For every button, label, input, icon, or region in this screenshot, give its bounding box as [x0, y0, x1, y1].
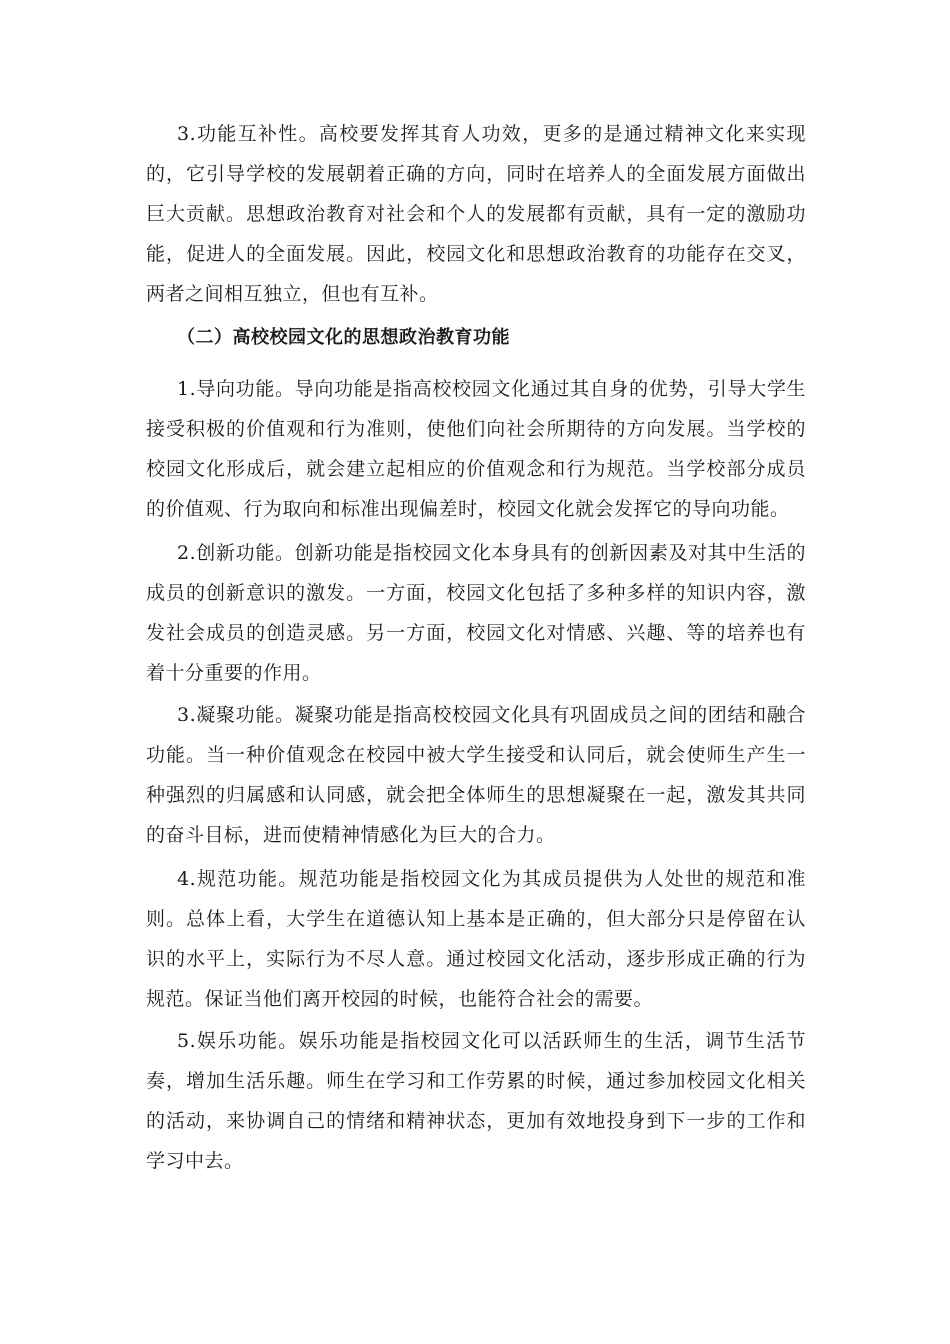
paragraph-complementary-function: 3.功能互补性。高校要发挥其育人功效，更多的是通过精神文化来实现的，它引导学校的发展朝着正确的方向，同时在培养人的全面发展方面做出巨大贡献。思想政治教育对社会和个人的发展都有贡献，具有一定的激励功能，促进人的全面发展。因此，校园文化和思想政治教育的功能存在交叉，两者之间相互独立，但也有互补。	[146, 123, 806, 305]
section-heading: （二）高校校园文化的思想政治教育功能	[177, 327, 510, 348]
paragraph-guidance-function: 1.导向功能。导向功能是指高校校园文化通过其自身的优势，引导大学生接受积极的价值观和行为准则，使他们向社会所期待的方向发展。当学校的校园文化形成后，就会建立起相应的价值观念和行为规范。当学校部分成员的价值观、行为取向和标准出现偏差时，校园文化就会发挥它的导向功能。	[146, 378, 806, 520]
paragraph-normative-function: 4.规范功能。规范功能是指校园文化为其成员提供为人处世的规范和准则。总体上看，大学生在道德认知上基本是正确的，但大部分只是停留在认识的水平上，实际行为不尽人意。通过校园文化活动，逐步形成正确的行为规范。保证当他们离开校园的时候，也能符合社会的需要。	[146, 868, 806, 1010]
paragraph-entertainment-function: 5.娱乐功能。娱乐功能是指校园文化可以活跃师生的生活，调节生活节奏，增加生活乐趣。师生在学习和工作劳累的时候，通过参加校园文化相关的活动，来协调自己的情绪和精神状态，更加有效地投身到下一步的工作和学习中去。	[146, 1030, 806, 1172]
paragraph-innovation-function: 2.创新功能。创新功能是指校园文化本身具有的创新因素及对其中生活的成员的创新意识的激发。一方面，校园文化包括了多种多样的知识内容，激发社会成员的创造灵感。另一方面，校园文化对情感、兴趣、等的培养也有着十分重要的作用。	[146, 542, 806, 684]
paragraph-cohesion-function: 3.凝聚功能。凝聚功能是指高校校园文化具有巩固成员之间的团结和融合功能。当一种价值观念在校园中被大学生接受和认同后，就会使师生产生一种强烈的归属感和认同感，就会把全体师生的思想凝聚在一起，激发其共同的奋斗目标，进而使精神情感化为巨大的合力。	[146, 704, 806, 846]
